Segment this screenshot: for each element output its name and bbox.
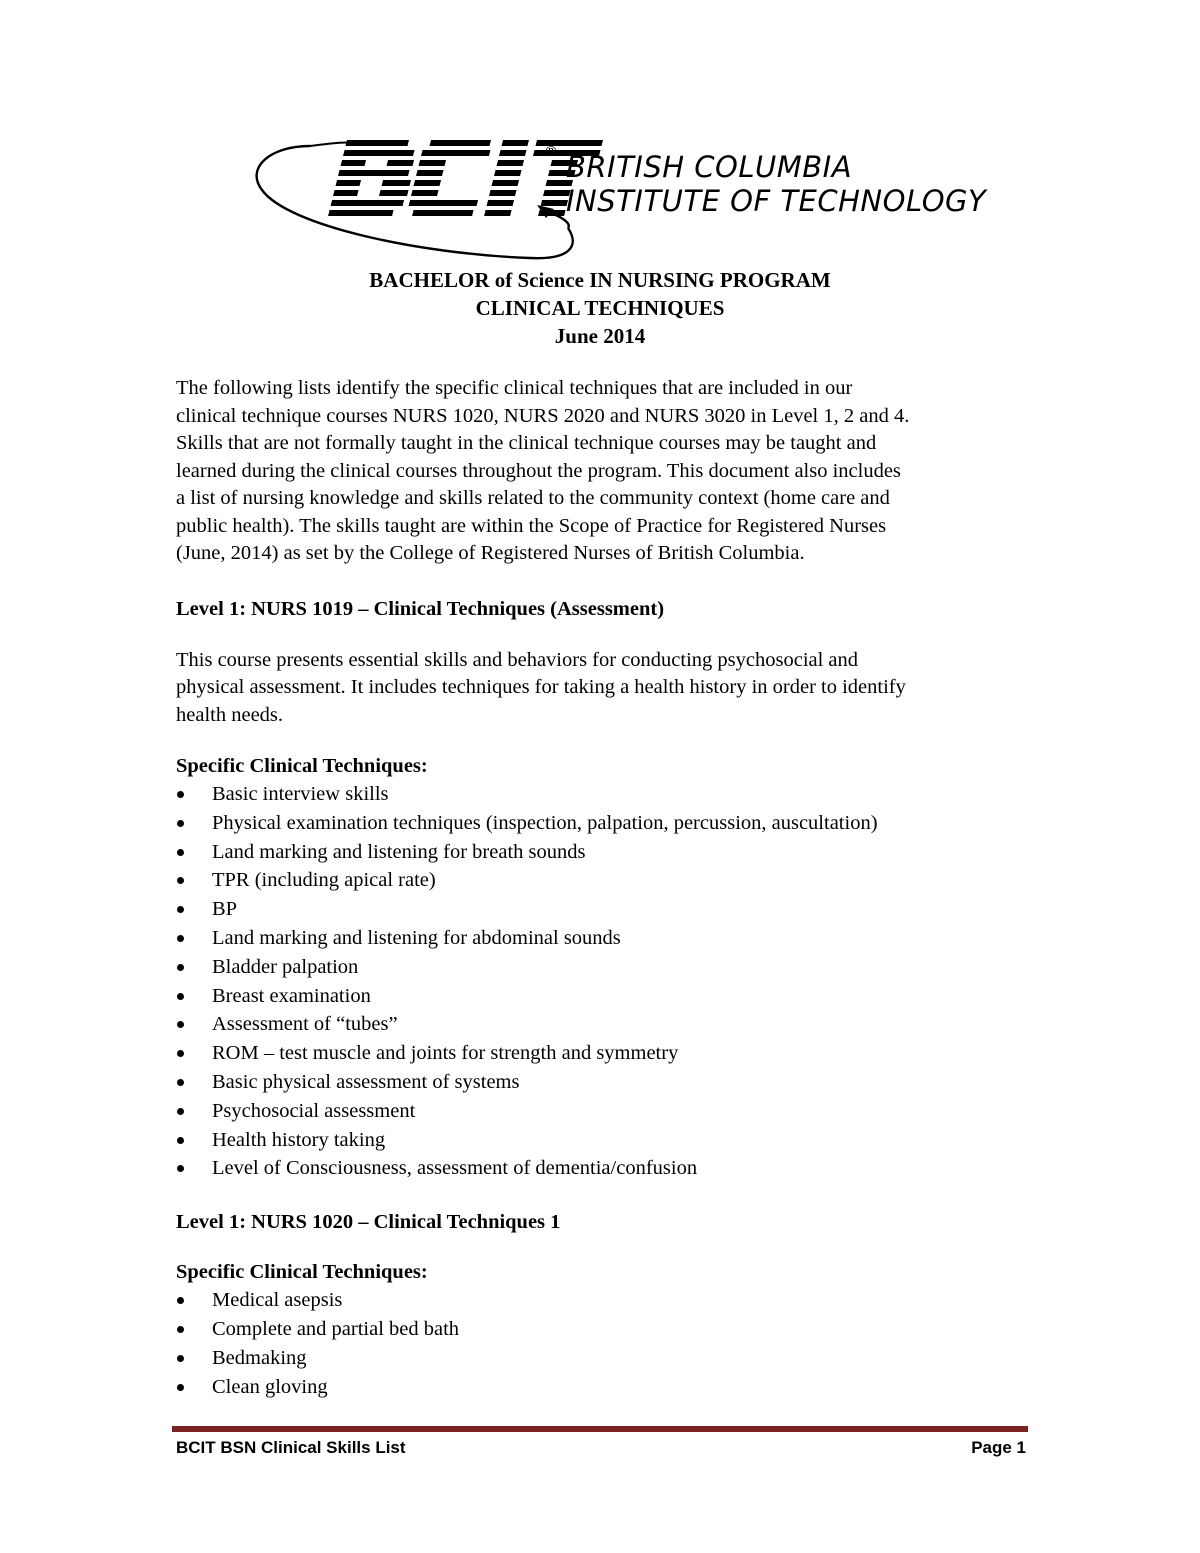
bullet-icon: [177, 1297, 184, 1304]
list-item: [176, 924, 1036, 953]
list-item: [176, 1010, 1036, 1039]
list-item-text: Basic interview skills: [212, 783, 389, 805]
course-description: [176, 647, 1036, 730]
list-item-text: TPR (including apical rate): [212, 869, 436, 892]
list-item-text: Complete and partial bed bath: [212, 1317, 460, 1340]
list-item-text: Psychosocial assessment: [212, 1099, 416, 1122]
list-item: [176, 838, 1036, 867]
techniques-list-nurs-1019: [176, 780, 1036, 1183]
intro-paragraph: [176, 375, 1036, 568]
section-heading-nurs-1019: Level 1: NURS 1019 – Clinical Techniques (Assessment): [176, 597, 665, 620]
document-title: CLINICAL TECHNIQUES: [475, 296, 725, 320]
bullet-icon: [177, 906, 184, 913]
techniques-heading: Specific Clinical Techniques:: [176, 1260, 428, 1283]
description-line: This course presents essential skills and behaviors for conducting psychosocial and: [176, 648, 859, 671]
bullet-icon: [177, 1108, 184, 1115]
bullet-icon: [177, 1079, 184, 1086]
list-item: [176, 982, 1036, 1011]
bullet-icon: [177, 993, 184, 1000]
intro-line: clinical technique courses NURS 1020, NURS 2020 and NURS 3020 in Level 1, 2 and 4.: [176, 404, 910, 427]
intro-line: learned during the clinical courses throughout the program. This document also includes: [176, 459, 901, 482]
list-item: [176, 1315, 1036, 1344]
footer-document-name: BCIT BSN Clinical Skills List: [176, 1438, 406, 1457]
list-item: [176, 1068, 1036, 1097]
list-item-text: Bedmaking: [212, 1346, 307, 1369]
bullet-icon: [177, 935, 184, 942]
list-item-text: Medical asepsis: [212, 1289, 343, 1312]
list-item-text: Health history taking: [212, 1128, 386, 1151]
bullet-icon: [177, 1050, 184, 1057]
list-item-text: Land marking and listening for breath sounds: [212, 840, 586, 863]
list-item-text: BP: [212, 898, 238, 921]
section-heading-nurs-1020: Level 1: NURS 1020 – Clinical Techniques 1: [176, 1211, 561, 1234]
footer-divider: [172, 1426, 1028, 1432]
list-item: [176, 809, 1036, 838]
list-item-text: Physical examination techniques (inspection, palpation, percussion, auscultation): [212, 811, 878, 834]
document-body: [176, 375, 1036, 1401]
intro-line: public health). The skills taught are within the Scope of Practice for Registered Nurses: [176, 514, 887, 537]
list-item-text: Bladder palpation: [212, 955, 359, 978]
intro-line: The following lists identify the specific clinical techniques that are included in our: [176, 377, 853, 399]
list-item: [176, 1126, 1036, 1155]
list-item-text: Breast examination: [212, 984, 371, 1007]
list-item: [176, 1373, 1036, 1402]
bullet-icon: [177, 1326, 184, 1333]
bullet-icon: [177, 1165, 184, 1172]
list-item-text: Basic physical assessment of systems: [212, 1070, 520, 1093]
bullet-icon: [177, 820, 184, 827]
techniques-list-nurs-1020: [176, 1286, 1036, 1401]
list-item: [176, 780, 1036, 809]
list-item: [176, 895, 1036, 924]
logo-name-line2: INSTITUTE OF TECHNOLOGY: [566, 184, 987, 218]
list-item: [176, 866, 1036, 895]
description-line: physical assessment. It includes techniques for taking a health history in order to identify: [176, 676, 906, 698]
footer-page-number: Page 1: [971, 1438, 1026, 1457]
list-item: [176, 1344, 1036, 1373]
list-item: [176, 1286, 1036, 1315]
bcit-logo: [250, 128, 1020, 268]
program-title: BACHELOR of Science IN NURSING PROGRAM: [369, 268, 831, 292]
bullet-icon: [177, 1021, 184, 1028]
bullet-icon: [177, 877, 184, 884]
bullet-icon: [177, 791, 184, 798]
intro-line: a list of nursing knowledge and skills related to the community context (home care and: [176, 487, 890, 509]
bullet-icon: [177, 964, 184, 971]
bullet-icon: [177, 1384, 184, 1391]
list-item: [176, 1097, 1036, 1126]
techniques-heading: Specific Clinical Techniques:: [176, 755, 428, 777]
list-item-text: Clean gloving: [212, 1375, 328, 1398]
list-item: [176, 1039, 1036, 1068]
intro-line: (June, 2014) as set by the College of Registered Nurses of British Columbia.: [176, 542, 805, 564]
bullet-icon: [177, 1137, 184, 1144]
description-line: health needs.: [176, 703, 284, 726]
list-item-text: Level of Consciousness, assessment of dementia/confusion: [212, 1157, 698, 1180]
logo-name-line1: BRITISH COLUMBIA: [566, 150, 853, 184]
svg-text:®: ®: [544, 144, 558, 160]
list-item-text: Land marking and listening for abdominal sounds: [212, 926, 621, 949]
document-date: June 2014: [554, 324, 646, 348]
list-item-text: Assessment of “tubes”: [212, 1013, 398, 1036]
intro-line: Skills that are not formally taught in the clinical technique courses may be taught and: [176, 432, 877, 454]
list-item: [176, 953, 1036, 982]
bullet-icon: [177, 1355, 184, 1362]
document-header: [0, 266, 1200, 350]
list-item-text: ROM – test muscle and joints for strength and symmetry: [212, 1042, 679, 1065]
list-item: [176, 1154, 1036, 1183]
bullet-icon: [177, 849, 184, 856]
